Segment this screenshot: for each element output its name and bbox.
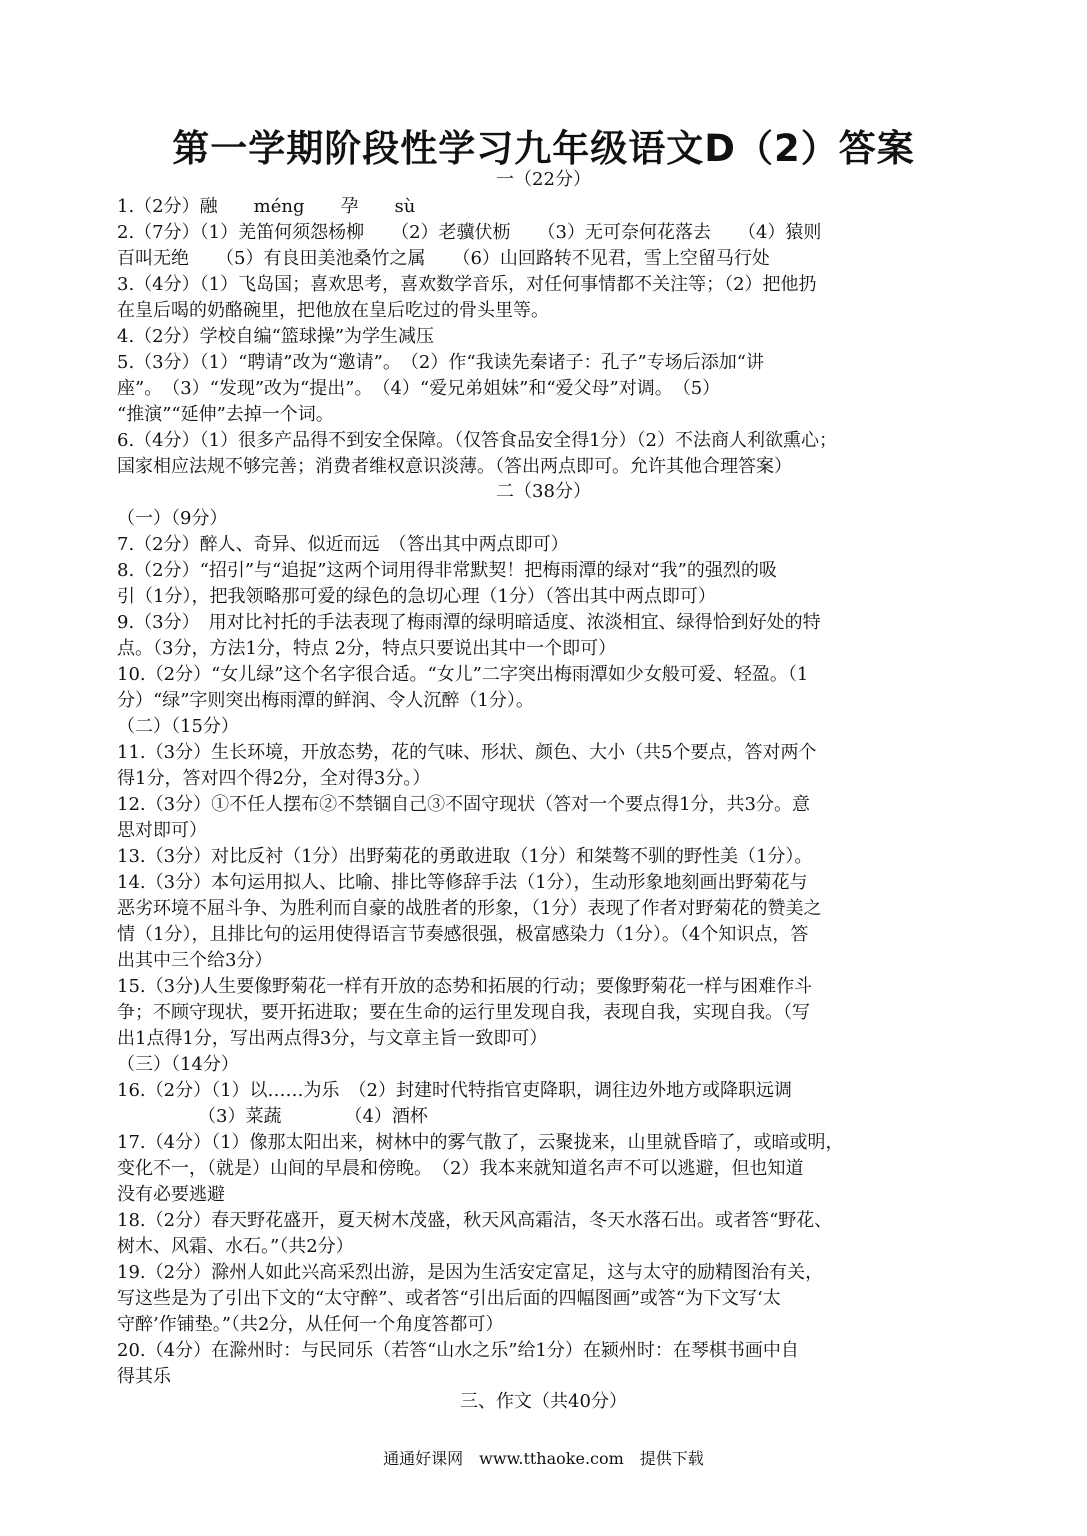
answer-line: 百叫无绝 （5）有良田美池桑竹之属 （6）山回路转不见君，雪上空留马行处 (117, 248, 770, 269)
answer-line: “推演”“延伸”去掉一个词。 (117, 404, 334, 425)
answer-line: 思对即可） (117, 820, 207, 841)
answer-line: 分）“绿”字则突出梅雨潭的鲜润、令人沉醉（1分）。 (117, 690, 534, 711)
answer-line: 树木、风霜、水石。”（共2分） (117, 1236, 354, 1257)
answer-line: （3）菜蔬 （4）酒杯 (117, 1106, 428, 1127)
answer-line: 9.（3分） 用对比衬托的手法表现了梅雨潭的绿明暗适度、浓淡相宜、绿得恰到好处的特 (117, 612, 821, 633)
answer-line: 出1点得1分，写出两点得3分，与文章主旨一致即可） (117, 1028, 548, 1049)
answer-line: 20.（4分）在滁州时：与民同乐（若答“山水之乐”给1分）在颍州时：在琴棋书画中自 (117, 1340, 799, 1361)
answer-line: 变化不一，（就是）山间的早晨和傍晚。 （2）我本来就知道名声不可以逃避，但也知道 (117, 1158, 804, 1179)
answer-line: 16.（2分）（1）以……为乐 （2）封建时代特指官吏降职，调往边外地方或降职远调 (117, 1080, 792, 1101)
answer-line: 座”。 （3）“发现”改为“提出”。 （4）“爱兄弟姐妹”和“爱父母”对调。 （5） (117, 378, 721, 399)
section-one-heading: 一（22分） (496, 169, 591, 190)
answer-line: 守醉’作铺垫。”（共2分，从任何一个角度答都可） (117, 1314, 504, 1335)
answer-line: 写这些是为了引出下文的“太守醉”、或者答“引出后面的四幅图画”或答“为下文写‘太 (117, 1288, 781, 1309)
answer-line: 8.（2分）“招引”与“追捉”这两个词用得非常默契！把梅雨潭的绿对“我”的强烈的吸 (117, 560, 777, 581)
answer-line: 17.（4分）（1）像那太阳出来，树林中的雾气散了，云聚拢来，山里就昏暗了，或暗或明， (117, 1132, 844, 1153)
section-three-heading: 三、作文（共40分） (460, 1391, 627, 1412)
section-one-answers (117, 194, 977, 480)
document-title: 第一学期阶段性学习九年级语文D（2）答案 (172, 127, 915, 170)
answer-line: 国家相应法规不够完善；消费者维权意识淡薄。（答出两点即可。允许其他合理答案） (117, 456, 792, 477)
answer-line: 12.（3分）①不任人摆布②不禁锢自己③不固守现状（答对一个要点得1分，共3分。意 (117, 794, 810, 815)
answer-line: 15.（3分)人生要像野菊花一样有开放的态势和拓展的行动；要像野菊花一样与困难作斗 (117, 976, 813, 997)
answer-line: （二）（15分） (117, 716, 239, 737)
answer-line: 出其中三个给3分） (117, 950, 273, 971)
download-source-footer: 通通好课网 www.tthaoke.com 提供下载 (383, 1449, 704, 1468)
answer-line: 1.（2分）融 méng 孕 sù (117, 196, 416, 217)
section-two-answers (117, 506, 977, 1390)
answer-line: 14.（3分）本句运用拟人、比喻、排比等修辞手法（1分），生动形象地刻画出野菊花与 (117, 872, 808, 893)
answer-line: 4.（2分）学校自编“篮球操”为学生减压 (117, 326, 435, 347)
answer-line: 3.（4分）（1）飞岛国；喜欢思考，喜欢数学音乐，对任何事情都不关注等；（2）把他扔 (117, 274, 817, 295)
answer-line: 10.（2分）“女儿绿”这个名字很合适。“女儿”二字突出梅雨潭如少女般可爱、轻盈。（1 (117, 664, 809, 685)
answer-line: 18.（2分）春天野花盛开，夏天树木茂盛，秋天风高霜洁，冬天水落石出。或者答“野花、 (117, 1210, 833, 1231)
answer-line: 争；不顾守现状，要开拓进取；要在生命的运行里发现自我，表现自我，实现自我。（写 (117, 1002, 810, 1023)
answer-line: 恶劣环境不屈斗争、为胜利而自豪的战胜者的形象，（1分）表现了作者对野菊花的赞美之 (117, 898, 822, 919)
answer-line: 情（1分），且排比句的运用使得语言节奏感很强，极富感染力（1分）。（4个知识点，答 (117, 924, 809, 945)
answer-line: （一）（9分） (117, 508, 228, 529)
answer-line: 得其乐 (117, 1366, 171, 1387)
answer-line: （三）（14分） (117, 1054, 239, 1075)
answer-line: 19.（2分）滁州人如此兴高采烈出游，是因为生活安定富足，这与太守的励精图治有关， (117, 1262, 824, 1283)
answer-line: 11.（3分）生长环境，开放态势，花的气味、形状、颜色、大小（共5个要点，答对两个 (117, 742, 817, 763)
answer-line: 点。（3分，方法1分，特点 2分，特点只要说出其中一个即可） (117, 638, 617, 659)
answer-line: 没有必要逃避 (117, 1184, 225, 1205)
answer-line: 7.（2分）醉人、奇异、似近而远 （答出其中两点即可） (117, 534, 569, 555)
section-two-heading: 二（38分） (496, 481, 591, 502)
answer-line: 2.（7分）（1）羌笛何须怨杨柳 （2）老骥伏枥 （3）无可奈何花落去 （4）猿则 (117, 222, 822, 243)
answer-line: 得1分，答对四个得2分，全对得3分。） (117, 768, 431, 789)
answer-line: 6.（4分）（1）很多产品得不到安全保障。（仅答食品安全得1分）（2）不法商人利欲熏心； (117, 430, 837, 451)
answer-line: 引（1分），把我领略那可爱的绿色的急切心理（1分）（答出其中两点即可） (117, 586, 716, 607)
answer-line: 13.（3分）对比反衬（1分）出野菊花的勇敢进取（1分）和桀骜不驯的野性美（1分）。 (117, 846, 813, 867)
answer-line: 5.（3分）（1）“聘请”改为“邀请”。 （2）作“我读先秦诸子：孔子”专场后添加“讲 (117, 352, 764, 373)
answer-line: 在皇后喝的奶酪碗里，把他放在皇后吃过的骨头里等。 (117, 300, 549, 321)
